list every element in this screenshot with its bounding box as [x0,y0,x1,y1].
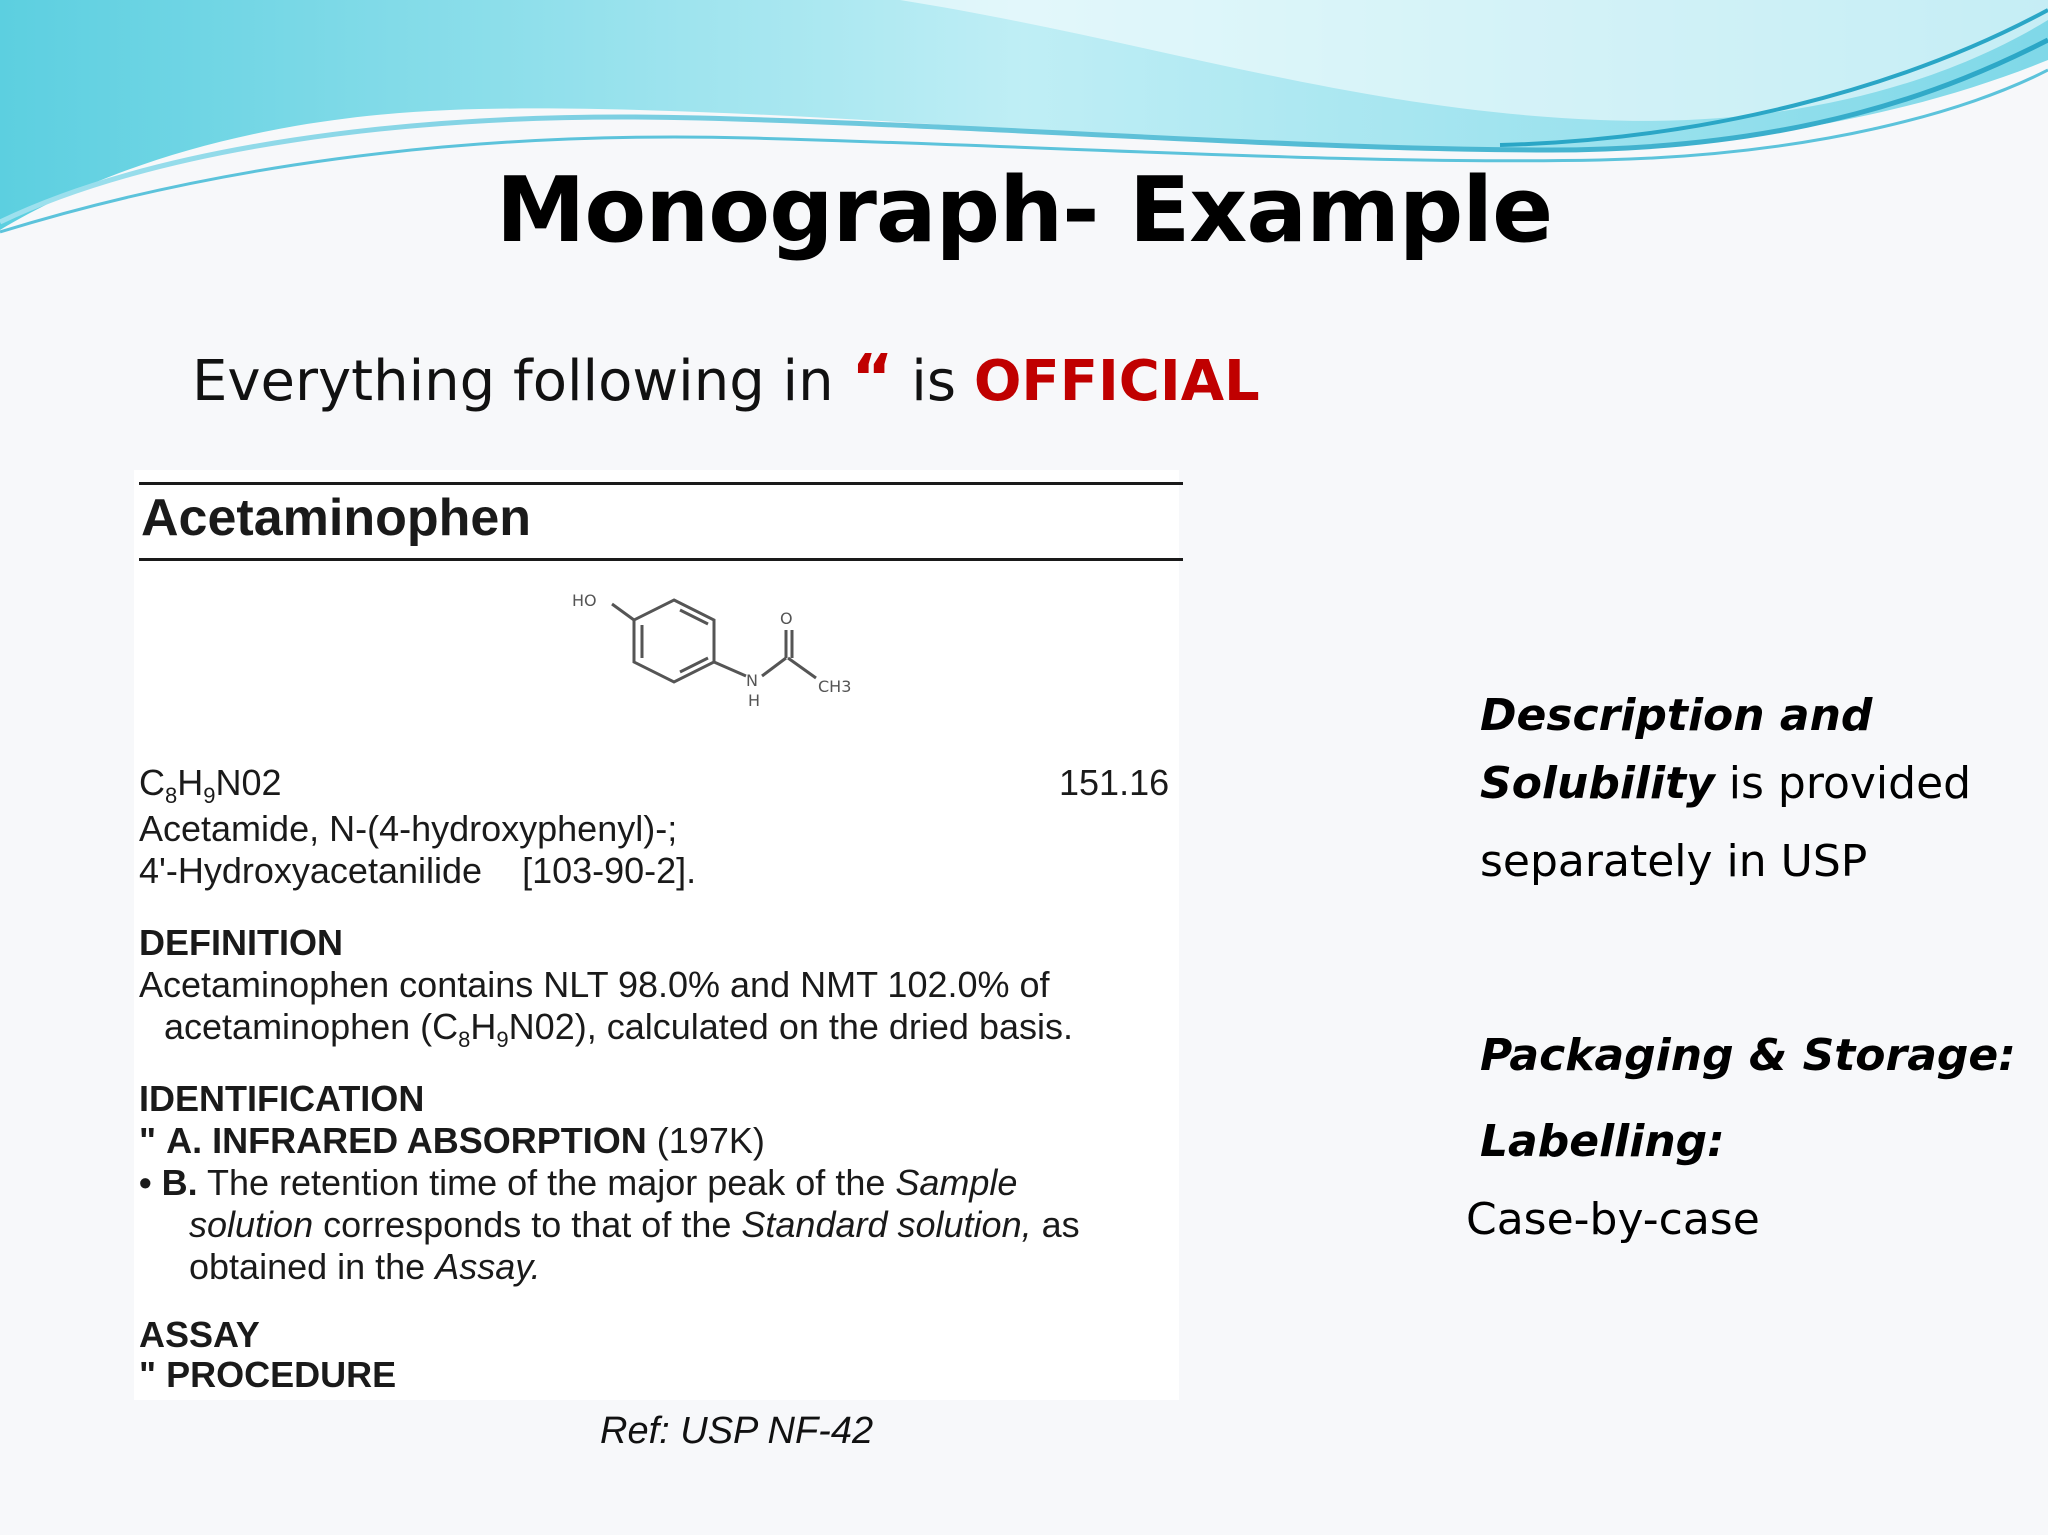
structure-h-label: H [748,691,761,710]
description-line-2-rest: is provided [1728,758,1972,809]
identification-b-line-1-a: The retention time of the major peak of the [206,1162,886,1203]
subtitle-quote-mark: “ [851,342,894,416]
definition-line-2 [164,1006,1073,1053]
subtitle [192,342,1260,416]
description-solubility: Solubility [1480,758,1715,809]
structure-o-label: O [780,609,793,628]
formula-rest: N02 [215,762,282,803]
identification-b-line-3 [189,1246,541,1288]
procedure-bullet: " [139,1354,157,1395]
subtitle-prefix: Everything following in [192,349,834,414]
structure-n-label: N [746,671,758,690]
definition-h: H [470,1006,497,1047]
definition-line-2-b: N02), calculated on the dried basis. [508,1006,1073,1047]
molecular-weight: 151.16 [1059,762,1170,803]
packaging-storage-label: Packaging & Storage: [1480,1030,2016,1081]
reference-note: Ref: USP NF-42 [600,1410,874,1452]
identification-b-bullet: • [139,1162,152,1203]
molecular-formula [139,762,282,809]
procedure-item [139,1354,396,1396]
definition-heading: DEFINITION [139,922,343,963]
identification-a-label: A. INFRARED ABSORPTION [166,1120,647,1161]
cas-number: [103-90-2]. [522,850,697,891]
heading-rule [139,558,1183,561]
procedure-label: PROCEDURE [166,1354,397,1395]
identification-b-line-3-italic: Assay. [435,1246,541,1287]
definition-line-1: Acetaminophen contains NLT 98.0% and NMT 102.0% of [139,964,1050,1005]
description-line-3: separately in USP [1480,836,1868,887]
case-by-case-note: Case-by-case [1466,1194,1760,1245]
identification-b-line-1-italic: Sample [895,1162,1018,1203]
formula-h-sub: 9 [203,783,216,809]
chemical-structure-diagram [524,580,944,710]
chemical-name-2 [139,850,696,892]
identification-b-line-3-a: obtained in the [189,1246,426,1287]
labelling-label: Labelling: [1480,1116,1725,1167]
slide-title: Monograph- Example [495,158,1553,263]
top-rule [139,482,1183,485]
chemical-name-1: Acetamide, N-(4-hydroxyphenyl)-; [139,808,678,849]
identification-b-line-2-italic-1: solution [189,1204,314,1245]
identification-a-detail: (197K) [656,1120,765,1161]
formula-c-sub: 8 [165,783,178,809]
monograph-excerpt [134,470,1179,1400]
description-line-2 [1480,758,1971,809]
identification-b-label: B. [161,1162,198,1203]
formula-c: C [139,762,165,803]
structure-ho-label: HO [572,591,597,610]
subtitle-middle: is [911,349,957,414]
subtitle-highlight: OFFICIAL [973,349,1260,414]
identification-b-line-2-italic-2: Standard solution, [741,1204,1032,1245]
identification-b-line-1 [139,1162,1017,1204]
assay-heading: ASSAY [139,1314,260,1355]
formula-h: H [177,762,204,803]
identification-b-line-2 [189,1204,1080,1246]
identification-a-bullet: " [139,1120,157,1161]
structure-ch3-label: CH3 [818,677,852,696]
identification-heading: IDENTIFICATION [139,1078,425,1119]
definition-line-2-a: acetaminophen (C [164,1006,459,1047]
definition-c-sub: 8 [458,1027,471,1053]
identification-b-line-2-a: corresponds to that of the [323,1204,732,1245]
definition-h-sub: 9 [496,1027,509,1053]
description-line-1: Description and [1480,690,1873,741]
identification-b-line-2-b: as [1041,1204,1080,1245]
identification-a [139,1120,765,1162]
chemical-name-2-text: 4'-Hydroxyacetanilide [139,850,483,891]
monograph-name: Acetaminophen [141,489,532,547]
